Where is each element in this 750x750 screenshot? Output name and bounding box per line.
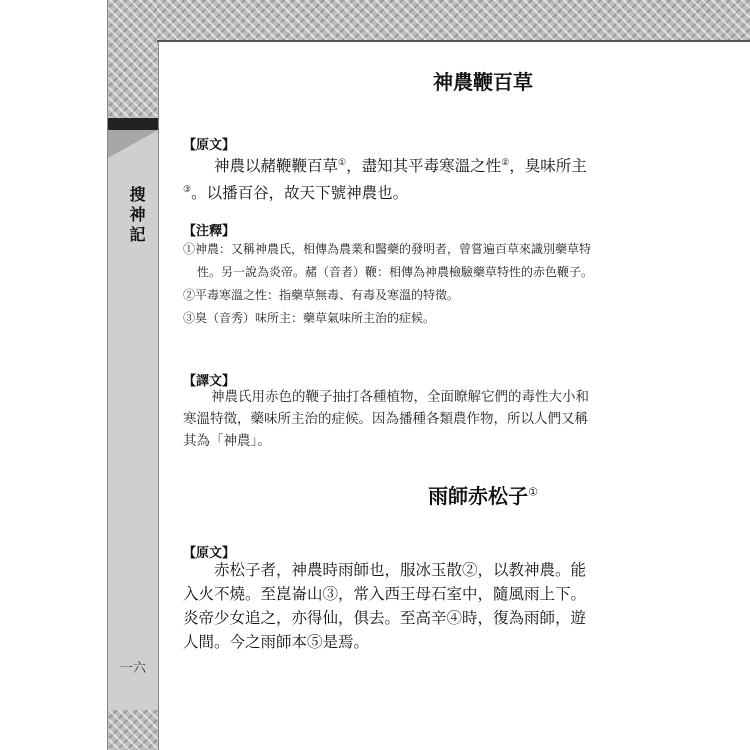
book-title: 搜神記 xyxy=(127,186,146,246)
translation-label: 【譯文】 xyxy=(183,374,236,389)
original-text-label: 【原文】 xyxy=(183,546,236,561)
sidebar-tab-shadow xyxy=(108,130,158,158)
footnote-marker: ① xyxy=(338,158,347,168)
original-text-segment: ，盡知其平毒寒溫之性 xyxy=(346,157,502,176)
notes-label: 【注釋】 xyxy=(183,224,236,239)
original-text xyxy=(183,151,593,205)
original-text-segment: ，臭味所主 xyxy=(509,157,587,176)
section-title-text: 神農鞭百草 xyxy=(433,70,533,94)
original-text-segment: 神農以赭鞭鞭百草 xyxy=(214,157,339,176)
note-item: ③臭（音秀）味所主：藥草氣味所主治的症候。 xyxy=(183,311,436,325)
section-title xyxy=(333,480,633,509)
notes-list xyxy=(183,238,593,330)
section-title xyxy=(333,66,633,95)
original-text: 赤松子者，神農時雨師也，服冰玉散②，以教神農。能入火不燒。至崑崙山③，常入西王母石室中，隨風雨上下。炎帝少女追之，亦得仙，俱去。至高辛④時，復為雨師，遊人間。今之雨師本⑤是焉。 xyxy=(183,561,587,651)
translation-text: 神農氏用赤色的鞭子抽打各種植物，全面瞭解它們的毒性大小和寒溫特徵，藥味所主治的症候。因為播種各類農作物，所以人們又稱其為「神農」。 xyxy=(183,389,589,449)
sidebar xyxy=(107,0,159,750)
sidebar-pattern-bottom xyxy=(108,710,158,750)
section-title-text: 雨師赤松子 xyxy=(428,484,529,508)
original-text-segment: 。以播百谷，故天下號神農也。 xyxy=(191,184,409,203)
note-item: ①神農：又稱神農氏，相傳為農業和醫藥的發明者，曾嘗遍百草來識別藥草特性。另一說為炎帝。赭（音者）鞭：相傳為神農檢驗藥草特性的赤色鞭子。 xyxy=(183,242,594,279)
note-item: ②平毒寒溫之性：指藥草無毒、有毒及寒溫的特徵。 xyxy=(183,288,460,302)
header-pattern-band xyxy=(157,0,750,42)
footnote-marker: ① xyxy=(528,485,538,499)
footnote-marker: ② xyxy=(501,158,510,168)
original-text-label: 【原文】 xyxy=(183,138,236,153)
sidebar-pattern-top xyxy=(108,0,158,118)
page-number: 一六 xyxy=(119,661,146,676)
footnote-marker: ③ xyxy=(183,185,192,196)
sidebar-tab xyxy=(108,118,158,130)
